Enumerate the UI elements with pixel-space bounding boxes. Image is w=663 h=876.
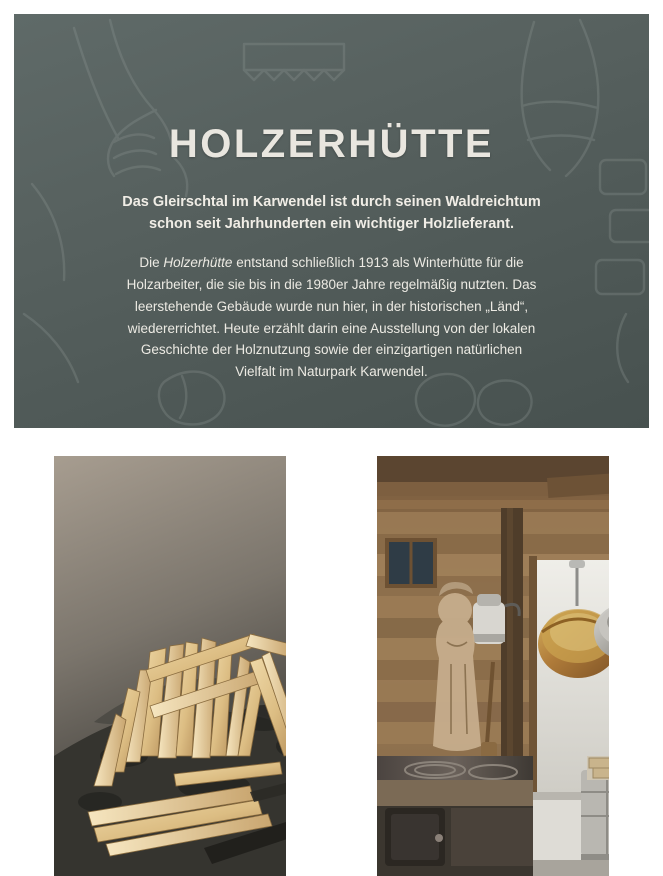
panel-lead-text: Das Gleirschtal im Karwendel ist durch seinen Waldreichtum schon seit Jahrhunderten ein wichtiger Holzlieferant. bbox=[122, 194, 541, 233]
info-panel-content bbox=[14, 14, 649, 428]
body-text-italic: Holzerhütte bbox=[163, 254, 233, 270]
photo-hut-interior bbox=[377, 456, 609, 876]
body-text-part-1: Die bbox=[139, 254, 164, 270]
info-panel bbox=[14, 14, 649, 428]
page-title: HOLZERHÜTTE bbox=[168, 122, 495, 166]
panel-body-text bbox=[122, 252, 542, 383]
photo-woodpile bbox=[54, 456, 286, 876]
photo-row bbox=[14, 440, 649, 860]
body-text-part-2: entstand schließlich 1913 als Winterhütte für die Holzarbeiter, die sie bis in die 1980er Jahre regelmäßig nutzten. Das leerstehende Gebäude wurde nun hier, in der historischen „Länd“, wiedererrichtet. Heute erzählt darin eine Ausstellung von der lokalen Geschichte der Holznutzung sowie der einzigartigen natürlichen Vielfalt im Naturpark Karwendel. bbox=[126, 254, 537, 380]
